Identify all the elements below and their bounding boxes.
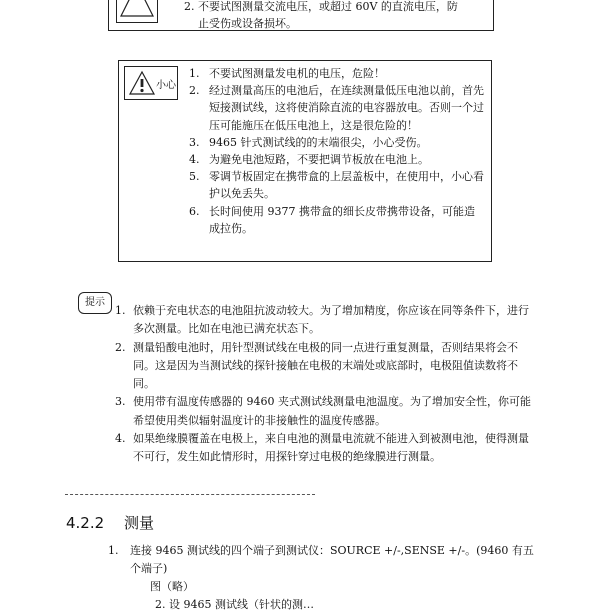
- list-item: [181, 168, 485, 202]
- caution-list: [181, 65, 485, 237]
- item-number: 3.: [189, 135, 200, 149]
- list-item: [181, 151, 485, 168]
- item-text: 使用带有温度传感器的 9460 夹式测试线测量电池温度。为了增加安全性，你可能希望使用类似辐射温度计的非接触性的温度传感器。: [133, 395, 531, 427]
- item-number: 1.: [108, 544, 119, 557]
- section-title: 测量: [124, 514, 155, 532]
- list-item: [181, 134, 485, 151]
- section-number: 4.2.2: [66, 514, 105, 532]
- figure-caption: 图（略）: [150, 580, 194, 593]
- measure-list: [108, 542, 538, 578]
- item-number: 6.: [189, 204, 200, 218]
- tip-list: [108, 302, 538, 467]
- item-number: 3.: [115, 395, 126, 409]
- section-divider: [65, 494, 315, 495]
- warning-text-top: [184, 0, 484, 32]
- item-text: 依赖于充电状态的电池阻抗波动较大。为了增加精度，你应该在同等条件下，进行多次测量。比如在电池已满充状态下。: [133, 304, 529, 336]
- item-number: 4.: [189, 153, 200, 167]
- item-number: 1.: [115, 304, 126, 317]
- caution-triangle-icon: [128, 70, 158, 96]
- warning-line: 止受伤或设备损坏。: [198, 17, 297, 30]
- item-text: 零调节板固定在携带盒的上层盖板中，在使用中，小心看护以免丢失。: [209, 170, 484, 201]
- list-item: [108, 393, 538, 430]
- caution-icon-frame: [124, 66, 178, 100]
- item-number: 2.: [115, 340, 126, 354]
- caution-label: 小心: [156, 80, 176, 91]
- list-item: [181, 82, 485, 134]
- item-number: 4.: [115, 432, 126, 446]
- warning-box-top: [108, 0, 494, 31]
- warning-icon-frame: [116, 0, 158, 23]
- item-number: 5.: [189, 170, 200, 184]
- item-text: 不要试图测量发电机的电压，危险！: [209, 67, 385, 80]
- list-item: [108, 339, 538, 394]
- caution-box: [118, 60, 492, 262]
- item-text: 长时间使用 9377 携带盒的细长皮带携带设备，可能造成拉伤。: [209, 204, 475, 235]
- item-text: 9465 针式测试线的的末端很尖，小心受伤。: [209, 135, 428, 149]
- tip-badge: 提示: [78, 292, 112, 314]
- item-text: 连接 9465 测试线的四个端子到测试仪：SOURCE +/-,SENSE +/-。(9460 有五个端子): [130, 544, 534, 575]
- item-text: 测量铅酸电池时，用针型测试线在电极的同一点进行重复测量，否则结果将会不同。这是因为当测试线的探针接触在电极的末端处或底部时，电极阻值读数将不同。: [133, 340, 518, 391]
- list-item: [108, 302, 538, 339]
- warning-line: 2. 不要试图测量交流电压，或超过 60V 的直流电压，防: [184, 0, 458, 13]
- list-item: [181, 65, 485, 82]
- list-item: [108, 430, 538, 467]
- item-text: 如果绝缘膜覆盖在电极上，来自电池的测量电流就不能进入到被测电池，使得测量不可行，发生如此情形时，用探针穿过电极的绝缘膜进行测量。: [133, 432, 529, 464]
- item-text: 为避免电池短路，不要把调节板放在电池上。: [209, 153, 429, 167]
- section-heading: [66, 512, 154, 533]
- item-text: 经过测量高压的电池后，在连续测量低压电池以前，首先短接测试线，这将使消除直流的电容器放电。否则一个过压可能施压在低压电池上，这是很危险的！: [209, 84, 484, 132]
- list-item: [108, 542, 538, 578]
- item-number: 1.: [189, 67, 200, 80]
- cut-off-text: 2. 设 9465 测试线（针状的测…: [155, 598, 314, 611]
- item-number: 2.: [189, 84, 200, 98]
- list-item: [181, 203, 485, 237]
- warning-triangle-icon: [117, 0, 157, 20]
